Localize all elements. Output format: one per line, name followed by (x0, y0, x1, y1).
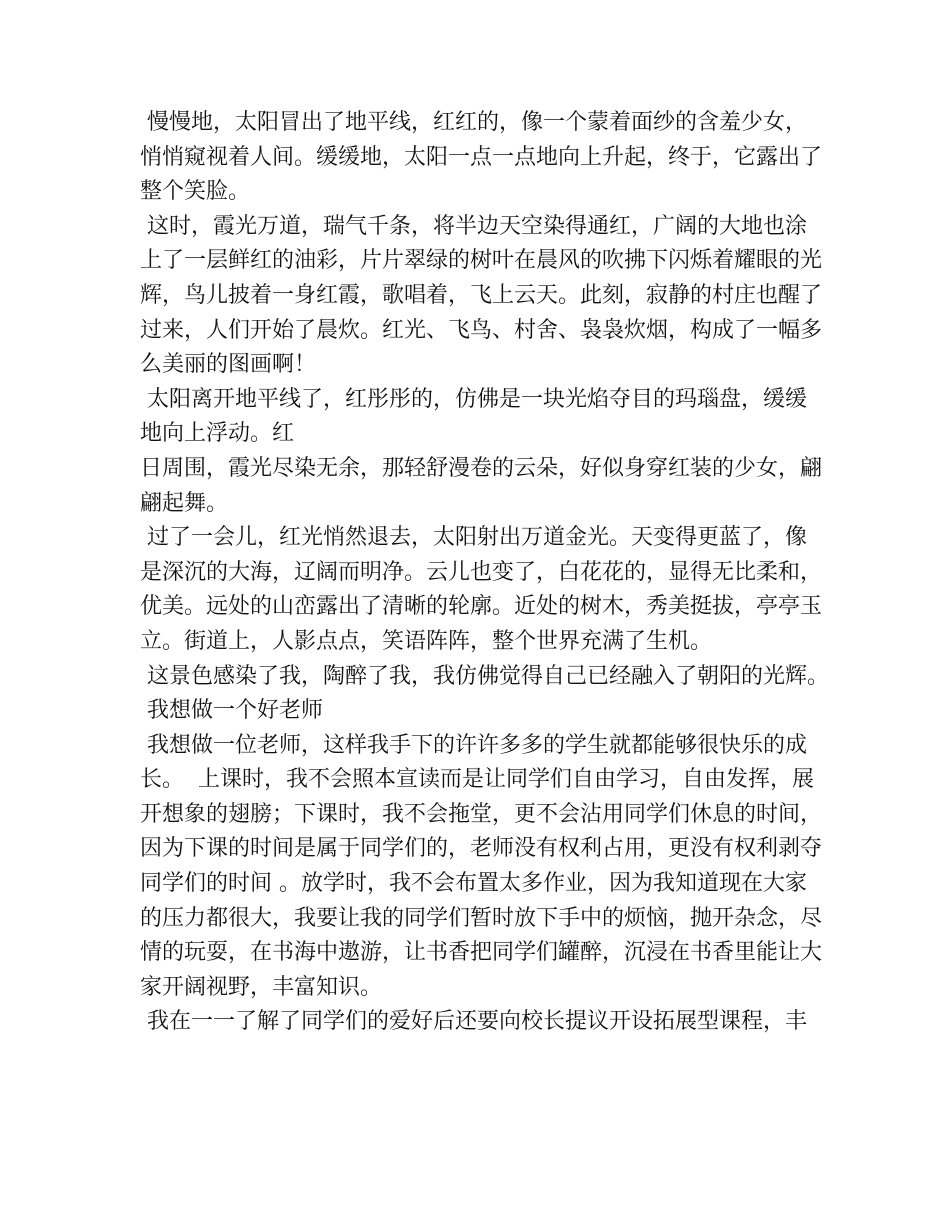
text-line: 情的玩耍，在书海中遨游，让书香把同学们罐醉，沉浸在书香里能让大 (140, 940, 823, 966)
text-line: 整个笑脸。 (140, 179, 251, 205)
text-line: 我在一一了解了同学们的爱好后还要向校长提议开设拓展型课程，丰 (140, 1009, 807, 1035)
text-line: 上了一层鲜红的油彩，片片翠绿的树叶在晨风的吹拂下闪烁着耀眼的光 (140, 248, 823, 274)
section-title: 我想做一个好老师 (140, 698, 323, 724)
text-line: 地向上浮动。红 (140, 421, 295, 447)
text-line: 立。街道上，人影点点，笑语阵阵，整个世界充满了生机。 (140, 628, 713, 654)
text-line: 悄悄窥视着人间。缓缓地，太阳一点一点地向上升起，终于，它露出了 (140, 144, 823, 170)
text-line: 的压力都很大，我要让我的同学们暂时放下手中的烦恼，抛开杂念，尽 (140, 905, 823, 931)
text-line: 么美丽的图画啊！ (140, 352, 317, 378)
text-line: 过了一会儿，红光悄然退去，太阳射出万道金光。天变得更蓝了，像 (140, 525, 807, 551)
text-line: 是深沉的大海，辽阔而明净。云儿也变了，白花花的，显得无比柔和， (140, 559, 823, 585)
text-line: 同学们的时间 。放学时，我不会布置太多作业，因为我知道现在大家 (140, 871, 807, 897)
text-line: 翩起舞。 (140, 490, 229, 516)
text-line: 因为下课的时间是属于同学们的，老师没有权利占用，更没有权利剥夺 (140, 836, 823, 862)
text-line: 辉，鸟儿披着一身红霞，歌唱着，飞上云天。此刻，寂静的村庄也醒了 (140, 282, 823, 308)
text-line: 慢慢地，太阳冒出了地平线，红红的，像一个蒙着面纱的含羞少女， (140, 110, 807, 135)
text-line: 日周围，霞光尽染无余，那轻舒漫卷的云朵，好似身穿红装的少女，翩 (140, 455, 823, 481)
text-line: 太阳离开地平线了，红彤彤的，仿佛是一块光焰夺目的玛瑙盘，缓缓 (140, 386, 807, 412)
text-line: 这景色感染了我，陶醉了我，我仿佛觉得自己已经融入了朝阳的光辉。 (140, 663, 829, 689)
text-line: 我想做一位老师，这样我手下的许许多多的学生就都能够很快乐的成 (140, 732, 807, 758)
text-line: 开想象的翅膀；下课时，我不会拖堂，更不会沾用同学们休息的时间， (140, 801, 823, 827)
text-line: 这时，霞光万道，瑞气千条，将半边天空染得通红，广阔的大地也涂 (140, 213, 807, 239)
text-line: 家开阔视野，丰富知识。 (140, 974, 383, 1000)
document-body (140, 106, 829, 1040)
text-line: 过来，人们开始了晨炊。红光、飞鸟、村舍、袅袅炊烟，构成了一幅多 (140, 317, 823, 343)
text-line: 优美。远处的山峦露出了清晰的轮廓。近处的树木，秀美挺拔，亭亭玉 (140, 594, 823, 620)
text-line: 长。 上课时，我不会照本宣读而是让同学们自由学习，自由发挥，展 (140, 767, 814, 793)
